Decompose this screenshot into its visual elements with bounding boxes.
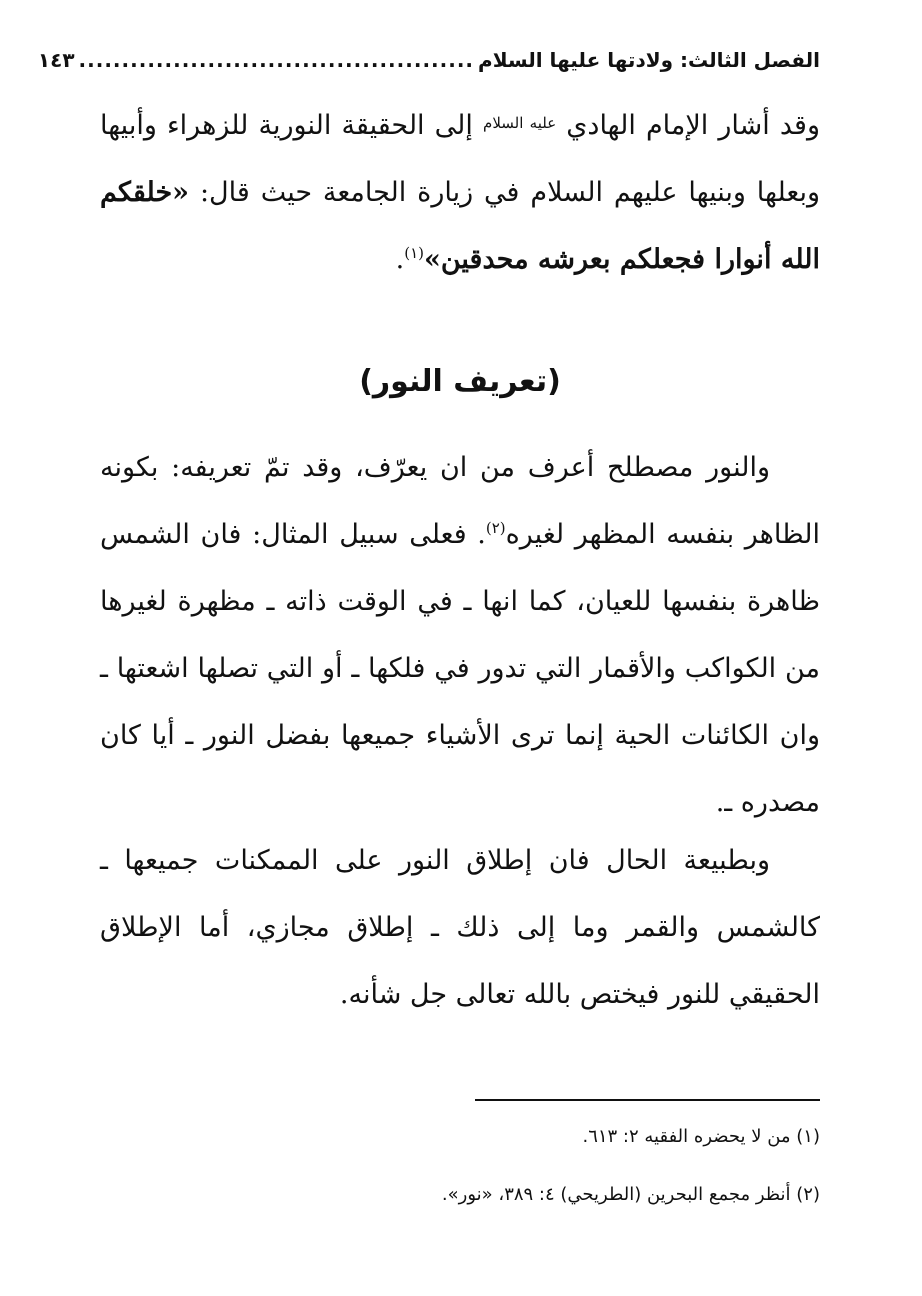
page-number: ١٤٣: [37, 48, 75, 72]
intro-paragraph: [100, 90, 820, 293]
footnote-2: (٢) أنظر مجمع البحرين (الطريحي) ٤: ٣٨٩، «نور».: [441, 1184, 820, 1205]
paragraph2-text: وبطبيعة الحال فان إطلاق النور على الممكنات جميعها ـ كالشمس والقمر وما إلى ذلك ـ إطلاق مجازي، أما الإطلاق الحقيقي للنور فيختص بالله تعالى جل شأنه.: [100, 845, 820, 1010]
footnote-ref-1: (١): [404, 244, 424, 262]
intro-text-start: وقد أشار الإمام الهادي: [556, 110, 820, 141]
chapter-title: الفصل الثالث: ولادتها عليها السلام: [478, 48, 820, 72]
intro-end-punct: .: [395, 244, 405, 275]
intro-text-middle: إلى الحقيقة النورية للزهراء وأبيها وبعلها وبنيها عليهم السلام في زيارة الجامعة حيث قال:: [100, 110, 820, 208]
paragraph1-part1: والنور مصطلح أعرف من ان يعرّف، وقد تمّ تعريفه: بكونه الظاهر بنفسه المظهر لغيره: [100, 452, 821, 550]
ziyara-quote: «خلقكم الله أنوارا فجعلكم بعرشه محدقين»: [100, 177, 820, 275]
footnote-ref-2: (٢): [485, 519, 506, 537]
honorific-text: عليه السلام: [483, 114, 557, 132]
leader-dots: ..............................................: [78, 48, 475, 72]
section-heading: (تعريف النور): [359, 364, 561, 399]
paragraph-metaphor: [100, 827, 820, 1028]
footnote-separator: [475, 1099, 820, 1101]
paragraph-definition: [100, 434, 820, 836]
paragraph1-part2: . فعلى سبيل المثال: فان الشمس ظاهرة بنفسها للعيان، كما انها ـ في الوقت ذاته ـ مظهرة لغيرها من الكواكب والأقمار التي تدور في فلكها ـ أو التي تصلها اشعتها ـ وان الكائنات الحية إنما ترى الأشياء جميعها بفضل النور ـ أيا كان مصدره ـ.: [100, 519, 821, 818]
footnote-1: (١) من لا يحضره الفقيه ٢: ٦١٣.: [582, 1126, 820, 1147]
running-header: [37, 40, 820, 80]
book-page: [37, 0, 821, 1296]
